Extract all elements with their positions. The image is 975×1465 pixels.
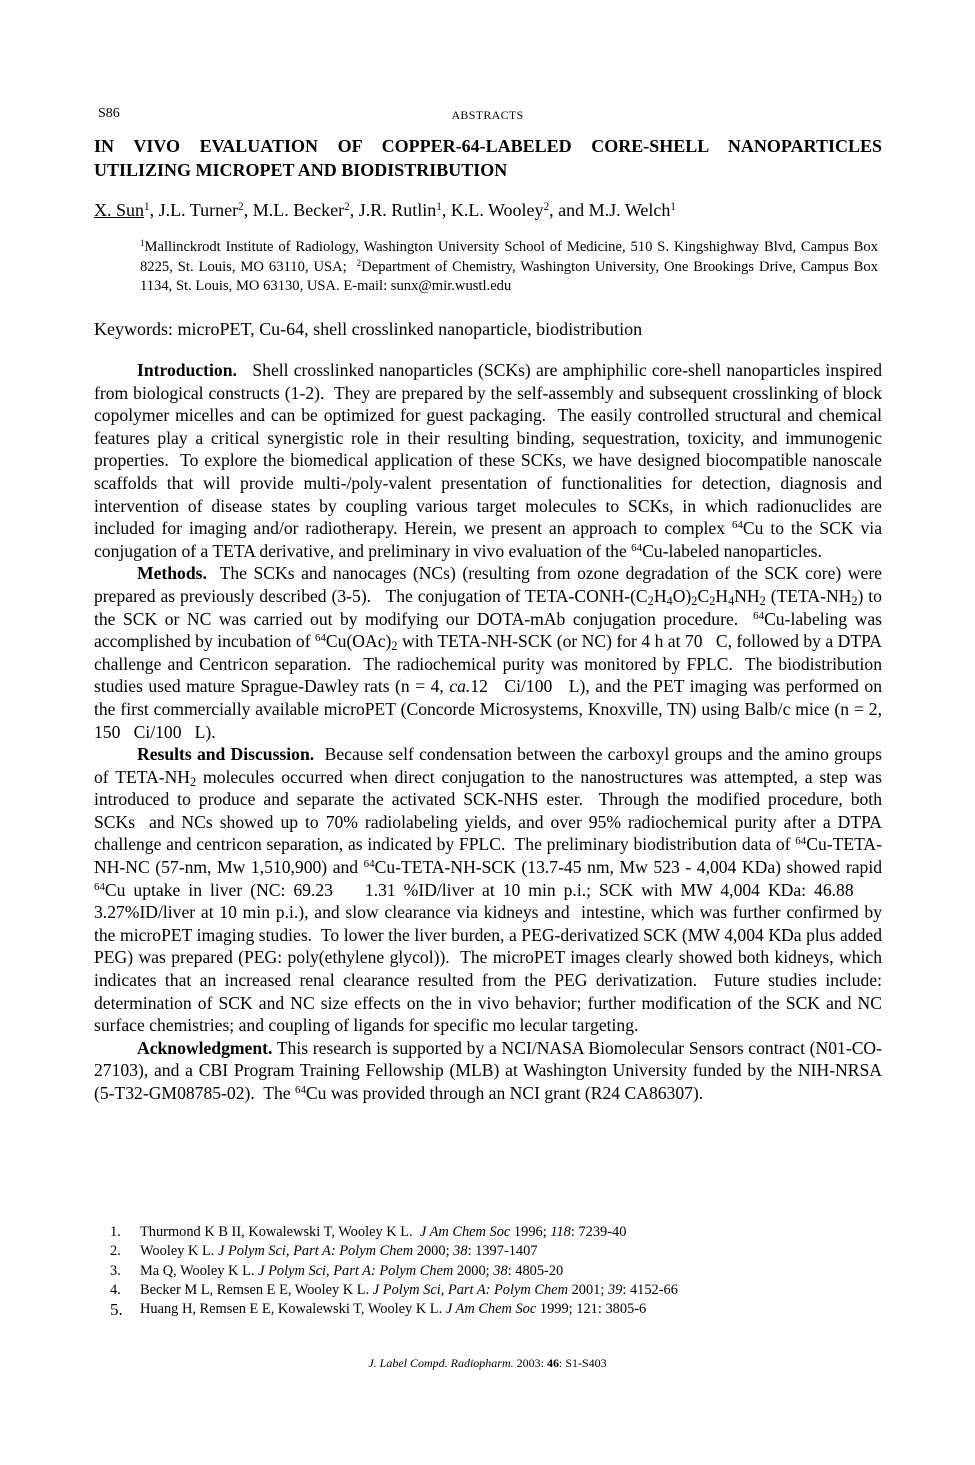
reference-volume: 38 (493, 1262, 508, 1279)
reference-year: 1999; (539, 1301, 573, 1318)
author-name: J.R. Rutlin (358, 200, 437, 220)
footer-volume: 46 (547, 1356, 559, 1370)
author-list: X. Sun$^1$, J.L. Turner$^2$, M.L. Becker$^2$, J.R. Rutlin$^1$, K.L. Wooley$^2$, and M.J. Welch$^1$ (94, 200, 676, 220)
reference-authors: Thurmond K B II, Kowalewski T, Wooley K L. (140, 1224, 413, 1240)
reference-journal: J Polym Sci, Part A: Polym Chem (218, 1243, 414, 1260)
author-name: X. Sun (94, 200, 145, 220)
affiliation-text: Mallinckrodt Institute of Radiology, Washington University School of Medicine, 510 S. Kingshighway Blvd, Campus Box 8225, St. Louis, MO 63110, USA; (140, 239, 878, 275)
reference-journal: J Am Chem Soc (419, 1224, 511, 1240)
reference-item (110, 1242, 890, 1261)
reference-authors: Wooley K L. (140, 1243, 215, 1260)
affiliations (140, 238, 878, 297)
author-conjunction: and (558, 200, 585, 220)
reference-authors: Ma Q, Wooley K L. (140, 1262, 255, 1279)
author-affiliation-mark: 1 (436, 200, 442, 213)
section-heading: Methods. (137, 563, 207, 584)
author-affiliation-mark: 2 (238, 200, 244, 213)
reference-authors: Huang H, Remsen E E, Kowalewski T, Wooley K L. (140, 1301, 443, 1318)
reference-number: 1. (110, 1224, 121, 1240)
reference-volume: 39 (607, 1281, 623, 1298)
running-head: ABSTRACTS (451, 108, 524, 122)
reference-item (110, 1262, 890, 1281)
reference-year: 2000; (456, 1262, 490, 1279)
author-name: M.J. Welch (588, 200, 671, 220)
reference-pages: : 7239-40 (570, 1224, 627, 1240)
reference-item (110, 1300, 890, 1319)
reference-number: 3. (110, 1262, 121, 1279)
reference-number: 4. (110, 1281, 121, 1298)
reference-pages: : 1397-1407 (467, 1243, 538, 1260)
reference-pages: : 4152-66 (622, 1281, 678, 1298)
reference-year: 1996; (513, 1224, 547, 1240)
results-paragraph: Results and Discussion. Because self condensation between the carboxyl groups and the amino groups of TETA-$NH_2$ molecules occurred when direct conjugation to the nanostructures was attempted, a step was introduced to produce and separate the activated SCK-NHS ester. Through the modified procedure, both SCKs and NCs showed up to 70% radiolabeling yields, and over 95% radiochemical purity after a DTPA challenge and centricon separation, as indicated by FPLC. The preliminary biodistribution data of $^{64}$Cu-TETA-NH-NC (57-nm, Mw 1,510,900) and $^{64}$Cu-TETA-NH-SCK (13.7-45 nm, Mw 523 - 4,004 KDa) showed rapid $^{64}$Cu uptake in liver (NC: 69.23 1.31 %ID/liver at 10 min p.i.; SCK with MW 4,004 KDa: 46.88 3.27%ID/liver at 10 min p.i.), and slow clearance via kidneys and intestine, which was further confirmed by the microPET imaging studies. To lower the liver burden, a PEG-derivatized SCK (MW 4,004 KDa plus added PEG) was prepared (PEG: poly(ethylene glycol)). The microPET images clearly showed both kidneys, which indicates that an increased renal clearance resulted from the PEG derivatization. Future studies include: determination of SCK and NC size effects on the in vivo behavior; further modification of the SCK and NC surface chemistries; and coupling of ligands for specific mo lecular targeting. (94, 744, 883, 1036)
reference-journal: J Polym Sci, Part A: Polym Chem (372, 1281, 568, 1298)
section-heading: Introduction. (137, 360, 237, 380)
acknowledgment-paragraph: Acknowledgment. This research is supported by a NCI/NASA Biomolecular Sensors contract (N01-CO-27103), and a CBI Program Training Fellowship (MLB) at Washington University funded by the NIH-NRSA (5-T32-GM08785-02). The $^{64}$Cu was provided through an NCI grant (R24 CA86307). (94, 1037, 882, 1103)
affiliation-text: Department of Chemistry, Washington University, One Brookings Drive, Campus Box 1134, St. Louis, MO 63130, USA. E-mail: sunx@mir.wustl.edu (140, 258, 879, 294)
journal-footer (0, 1356, 975, 1371)
author-name: M.L. Becker (252, 200, 345, 220)
reference-pages: : 3805-6 (597, 1301, 647, 1318)
author-affiliation-mark: 1 (144, 200, 150, 213)
author-name: K.L. Wooley (450, 200, 544, 220)
keywords: Keywords: microPET, Cu-64, shell crosslinked nanoparticle, biodistribution (94, 319, 643, 339)
reference-number: 2. (110, 1243, 121, 1260)
reference-list (110, 1223, 890, 1319)
section-heading: Results and Discussion. (137, 744, 315, 765)
reference-authors: Becker M L, Remsen E E, Wooley K L. (140, 1281, 370, 1298)
author-affiliation-mark: 2 (543, 200, 550, 213)
affiliation-mark: 2 (356, 257, 362, 268)
reference-item (110, 1223, 890, 1242)
affiliation-mark: 1 (140, 238, 145, 249)
reference-journal: J Am Chem Soc (445, 1301, 537, 1318)
section-heading: Acknowledgment. (137, 1037, 273, 1058)
reference-pages: : 4805-20 (507, 1262, 564, 1279)
author-affiliation-mark: 2 (344, 200, 350, 213)
reference-item (110, 1281, 890, 1300)
footer-journal: J. Label Compd. Radiopharm. (368, 1356, 514, 1370)
reference-volume: 121 (576, 1301, 598, 1318)
abstract-body (94, 359, 882, 1105)
author-name: J.L. Turner (158, 200, 239, 220)
reference-number: 5. (110, 1300, 123, 1320)
methods-paragraph: Methods. The SCKs and nanocages (NCs) (resulting from ozone degradation of the SCK core) were prepared as previously described (3-5). The conjugation of TETA-$CONH-(C_2H_4O)_2C_2H_4NH_2$ $(TETA-NH_2)$ to the SCK or NC was carried out by modifying our DOTA-mAb conjugation procedure. $^{64}$Cu-labeling was accomplished by incubation of $^{64}Cu(OAc)_2$ with TETA-NH-SCK (or NC) for 4 h at 70 C, followed by a DTPA challenge and Centricon separation. The radiochemical purity was monitored by FPLC. The biodistribution studies used mature Sprague-Dawley rats (n = 4, ca.12 Ci/100 L), and the PET imaging was performed on the first commercially available microPET (Concorde Microsystems, Knoxville, TN) using Balb/c mice (n = 2, 150 Ci/100 L). (94, 563, 882, 742)
author-affiliation-mark: 1 (670, 200, 676, 213)
page-number: S86 (98, 106, 120, 121)
reference-volume: 38 (453, 1243, 468, 1260)
introduction-paragraph: Introduction. Shell crosslinked nanoparticles (SCKs) are amphiphilic core-shell nanoparticles inspired from biological constructs (1-2). They are prepared by the self-assembly and subsequent crosslinking of block copolymer micelles and can be optimized for guest packaging. The easily controlled structural and chemical features play a critical synergistic role in their resulting binding, sequestration, toxicity, and immunogenic properties. To explore the biomedical application of these SCKs, we have designed biocompatible nanoscale scaffolds that will provide multi-/poly-valent presentation of functionalities for detection, diagnosis and intervention of disease states by coupling various target molecules to SCKs, in which radionuclides are included for imaging and/or radiotherapy. Herein, we present an approach to complex $^{64}$Cu to the SCK via conjugation of a TETA derivative, and preliminary in vivo evaluation of the $^{64}$Cu-labeled nanoparticles. (94, 360, 883, 561)
reference-year: 2000; (416, 1243, 450, 1260)
footer-pages: : S1-S403 (559, 1356, 607, 1370)
footer-year: 2003: (516, 1356, 544, 1370)
paper-title: IN VIVO EVALUATION OF COPPER-64-LABELED CORE-SHELL NANOPARTICLES UTILIZING MICROPET AND BIODISTRIBUTION (94, 136, 882, 180)
reference-volume: 118 (550, 1224, 571, 1240)
reference-year: 2001; (571, 1281, 605, 1298)
reference-journal: J Polym Sci, Part A: Polym Chem (258, 1262, 454, 1279)
